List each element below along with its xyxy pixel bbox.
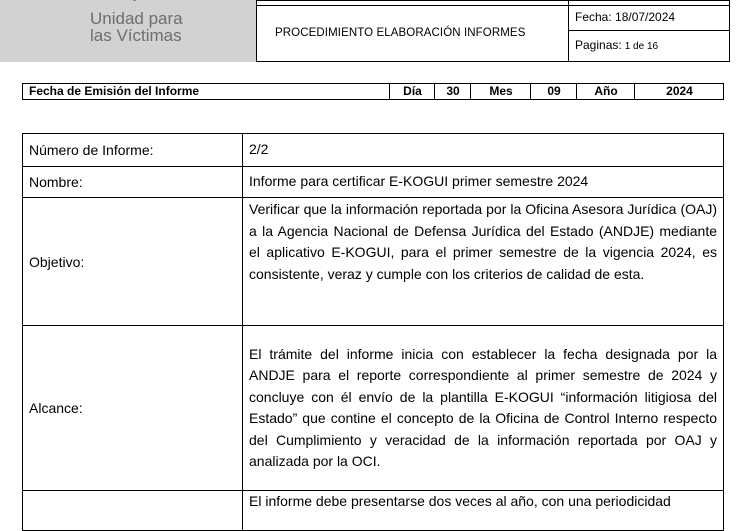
table-row-numero — [23, 134, 724, 167]
table-row-alcance — [23, 326, 724, 491]
header-meta-cell — [568, 0, 730, 62]
alcance-label: Alcance: — [23, 326, 243, 491]
header-pages — [575, 38, 658, 52]
alcance-value: El trámite del informe inicia con establecer la fecha designada por la ANDJE para el reporte correspondiente al primer semestre de 2024 y concluye con él envío de la plantilla E-KOGUI “información litigiosa del Estado” que contine el concepto de la Oficina de Control Interno respecto del Cumplimiento y veracidad de la información reportada por OAJ y analizada por la OCI. — [243, 326, 724, 491]
emission-date-row — [22, 83, 724, 100]
month-value: 09 — [530, 84, 577, 99]
pages-label: Paginas: — [575, 38, 622, 52]
nombre-value: Informe para certificar E-KOGUI primer semestre 2024 — [243, 167, 724, 198]
logo-text-line2: las Víctimas — [90, 26, 182, 45]
table-row-objetivo — [23, 198, 724, 326]
logo-mark-icon — [133, 0, 136, 1]
numero-label: Número de Informe: — [23, 134, 243, 167]
header-date-row — [569, 1, 729, 31]
objetivo-value: Verificar que la información reportada por la Oficina Asesora Jurídica (OAJ) a la Agencia Nacional de Defensa Jurídica del Estado (ANDJE) mediante el aplicativo E-KOGUI, para el primer semestre de la vigencia 2024, es consistente, veraz y cumple con los criterios de calidad de esta. — [243, 198, 724, 326]
logo-text-line1: Unidad para — [90, 9, 183, 28]
nombre-label: Nombre: — [23, 167, 243, 198]
emission-label: Fecha de Emisión del Informe — [29, 84, 200, 98]
objetivo-label: Objetivo: — [23, 198, 243, 326]
year-value: 2024 — [634, 84, 724, 99]
table-row-nombre — [23, 167, 724, 198]
numero-value: 2/2 — [243, 134, 724, 167]
partial-value: El informe debe presentarse dos veces al año, con una periodicidad — [243, 491, 724, 531]
month-label: Mes — [470, 84, 531, 99]
day-value: 30 — [434, 84, 471, 99]
header-date: Fecha: 18/07/2024 — [575, 10, 676, 24]
document-title: PROCEDIMIENTO ELABORACIÓN INFORMES — [275, 27, 526, 39]
partial-label — [23, 491, 243, 531]
table-row-partial — [23, 491, 724, 531]
logo-block — [0, 0, 256, 62]
pages-value: 1 de 16 — [624, 41, 659, 52]
header-title-cell — [256, 0, 568, 62]
day-label: Día — [389, 84, 435, 99]
report-info-table — [22, 133, 724, 531]
year-label: Año — [576, 84, 635, 99]
